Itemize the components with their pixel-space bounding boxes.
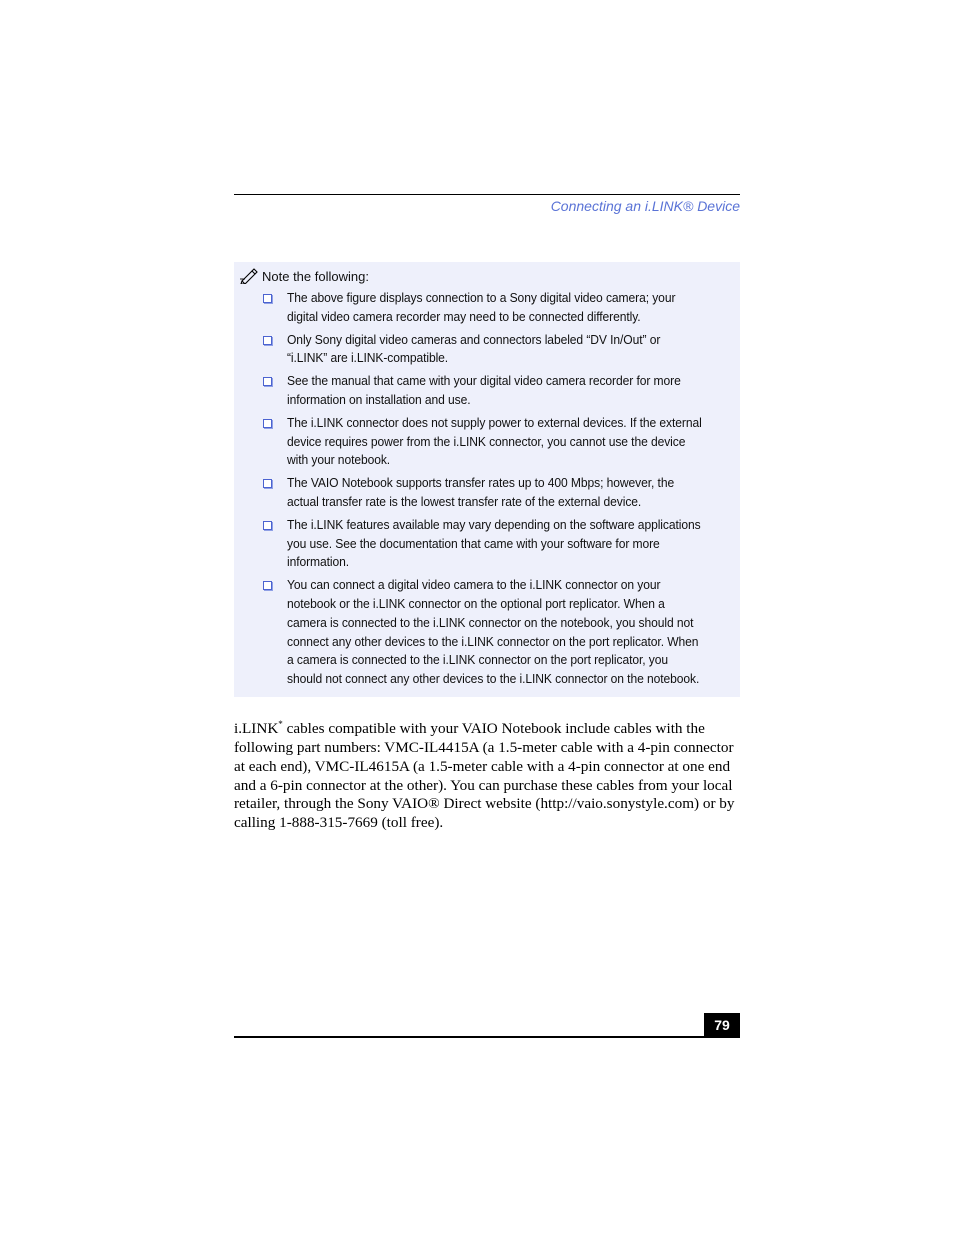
checkbox-bullet-icon (263, 521, 272, 530)
checkbox-bullet-icon (263, 336, 272, 345)
note-item (240, 516, 734, 572)
note-item (240, 372, 734, 410)
note-box (234, 262, 740, 697)
note-item (240, 474, 734, 512)
cable-info-text: cables compatible with your VAIO Notebook include cables with the following part numbers: VMC-IL4415A (a 1.5-meter cable with a 4-pin connector at each end), VMC-IL4615A (a 1.5-meter cable with a 4-pin connector at one end and a 6-pin connector at the other). You can purchase these cables from your local retailer, through the Sony VAIO® Direct website (http://vaio.sonystyle.com) or by calling 1-888-315-7669 (toll free). (234, 720, 735, 832)
note-item-text: The i.LINK features available may vary depending on the software applications you use. See the documentation that came with your software for more information. (287, 516, 701, 570)
note-item-text: The i.LINK connector does not supply power to external devices. If the external device requires power from the i.LINK connector, you cannot use the device with your notebook. (287, 414, 702, 468)
note-list (240, 289, 734, 689)
checkbox-bullet-icon (263, 419, 272, 428)
checkbox-bullet-icon (263, 377, 272, 386)
page-number: 79 (704, 1013, 740, 1037)
note-item-text: The VAIO Notebook supports transfer rates up to 400 Mbps; however, the actual transfer rate is the lowest transfer rate of the external device. (287, 475, 675, 509)
note-item-text: You can connect a digital video camera to the i.LINK connector on your notebook or the i.LINK connector on the optional port replicator. When a camera is connected to the i.LINK connector on the notebook, you should not connect any other devices to the i.LINK connector on the port replicator. When a camera is connected to the i.LINK connector on the port replicator, you should not connect any other devices to the i.LINK connector on the notebook. (287, 577, 700, 687)
checkbox-bullet-icon (263, 479, 272, 488)
note-item (240, 414, 734, 470)
footer-rule (234, 1036, 740, 1038)
note-item (240, 576, 734, 689)
note-item (240, 289, 734, 327)
pencil-icon (240, 268, 258, 284)
ilink-term: i.LINK (234, 720, 279, 738)
note-item-text: See the manual that came with your digital video camera recorder for more information on installation and use. (287, 373, 681, 407)
checkbox-bullet-icon (263, 581, 272, 590)
note-item-text: The above figure displays connection to a Sony digital video camera; your digital video camera recorder may need to be connected differently. (287, 290, 676, 324)
note-heading (240, 266, 734, 286)
section-title-link[interactable]: Connecting an i.LINK® Device (550, 198, 740, 214)
note-intro: Note the following: (262, 268, 369, 284)
trademark-asterisk: * (278, 719, 283, 730)
note-item (240, 331, 734, 369)
note-item-text: Only Sony digital video cameras and connectors labeled “DV In/Out” or “i.LINK” are i.LINK-compatible. (287, 331, 661, 366)
checkbox-bullet-icon (263, 294, 272, 303)
cable-info-paragraph (234, 720, 740, 833)
header-rule (234, 194, 740, 195)
